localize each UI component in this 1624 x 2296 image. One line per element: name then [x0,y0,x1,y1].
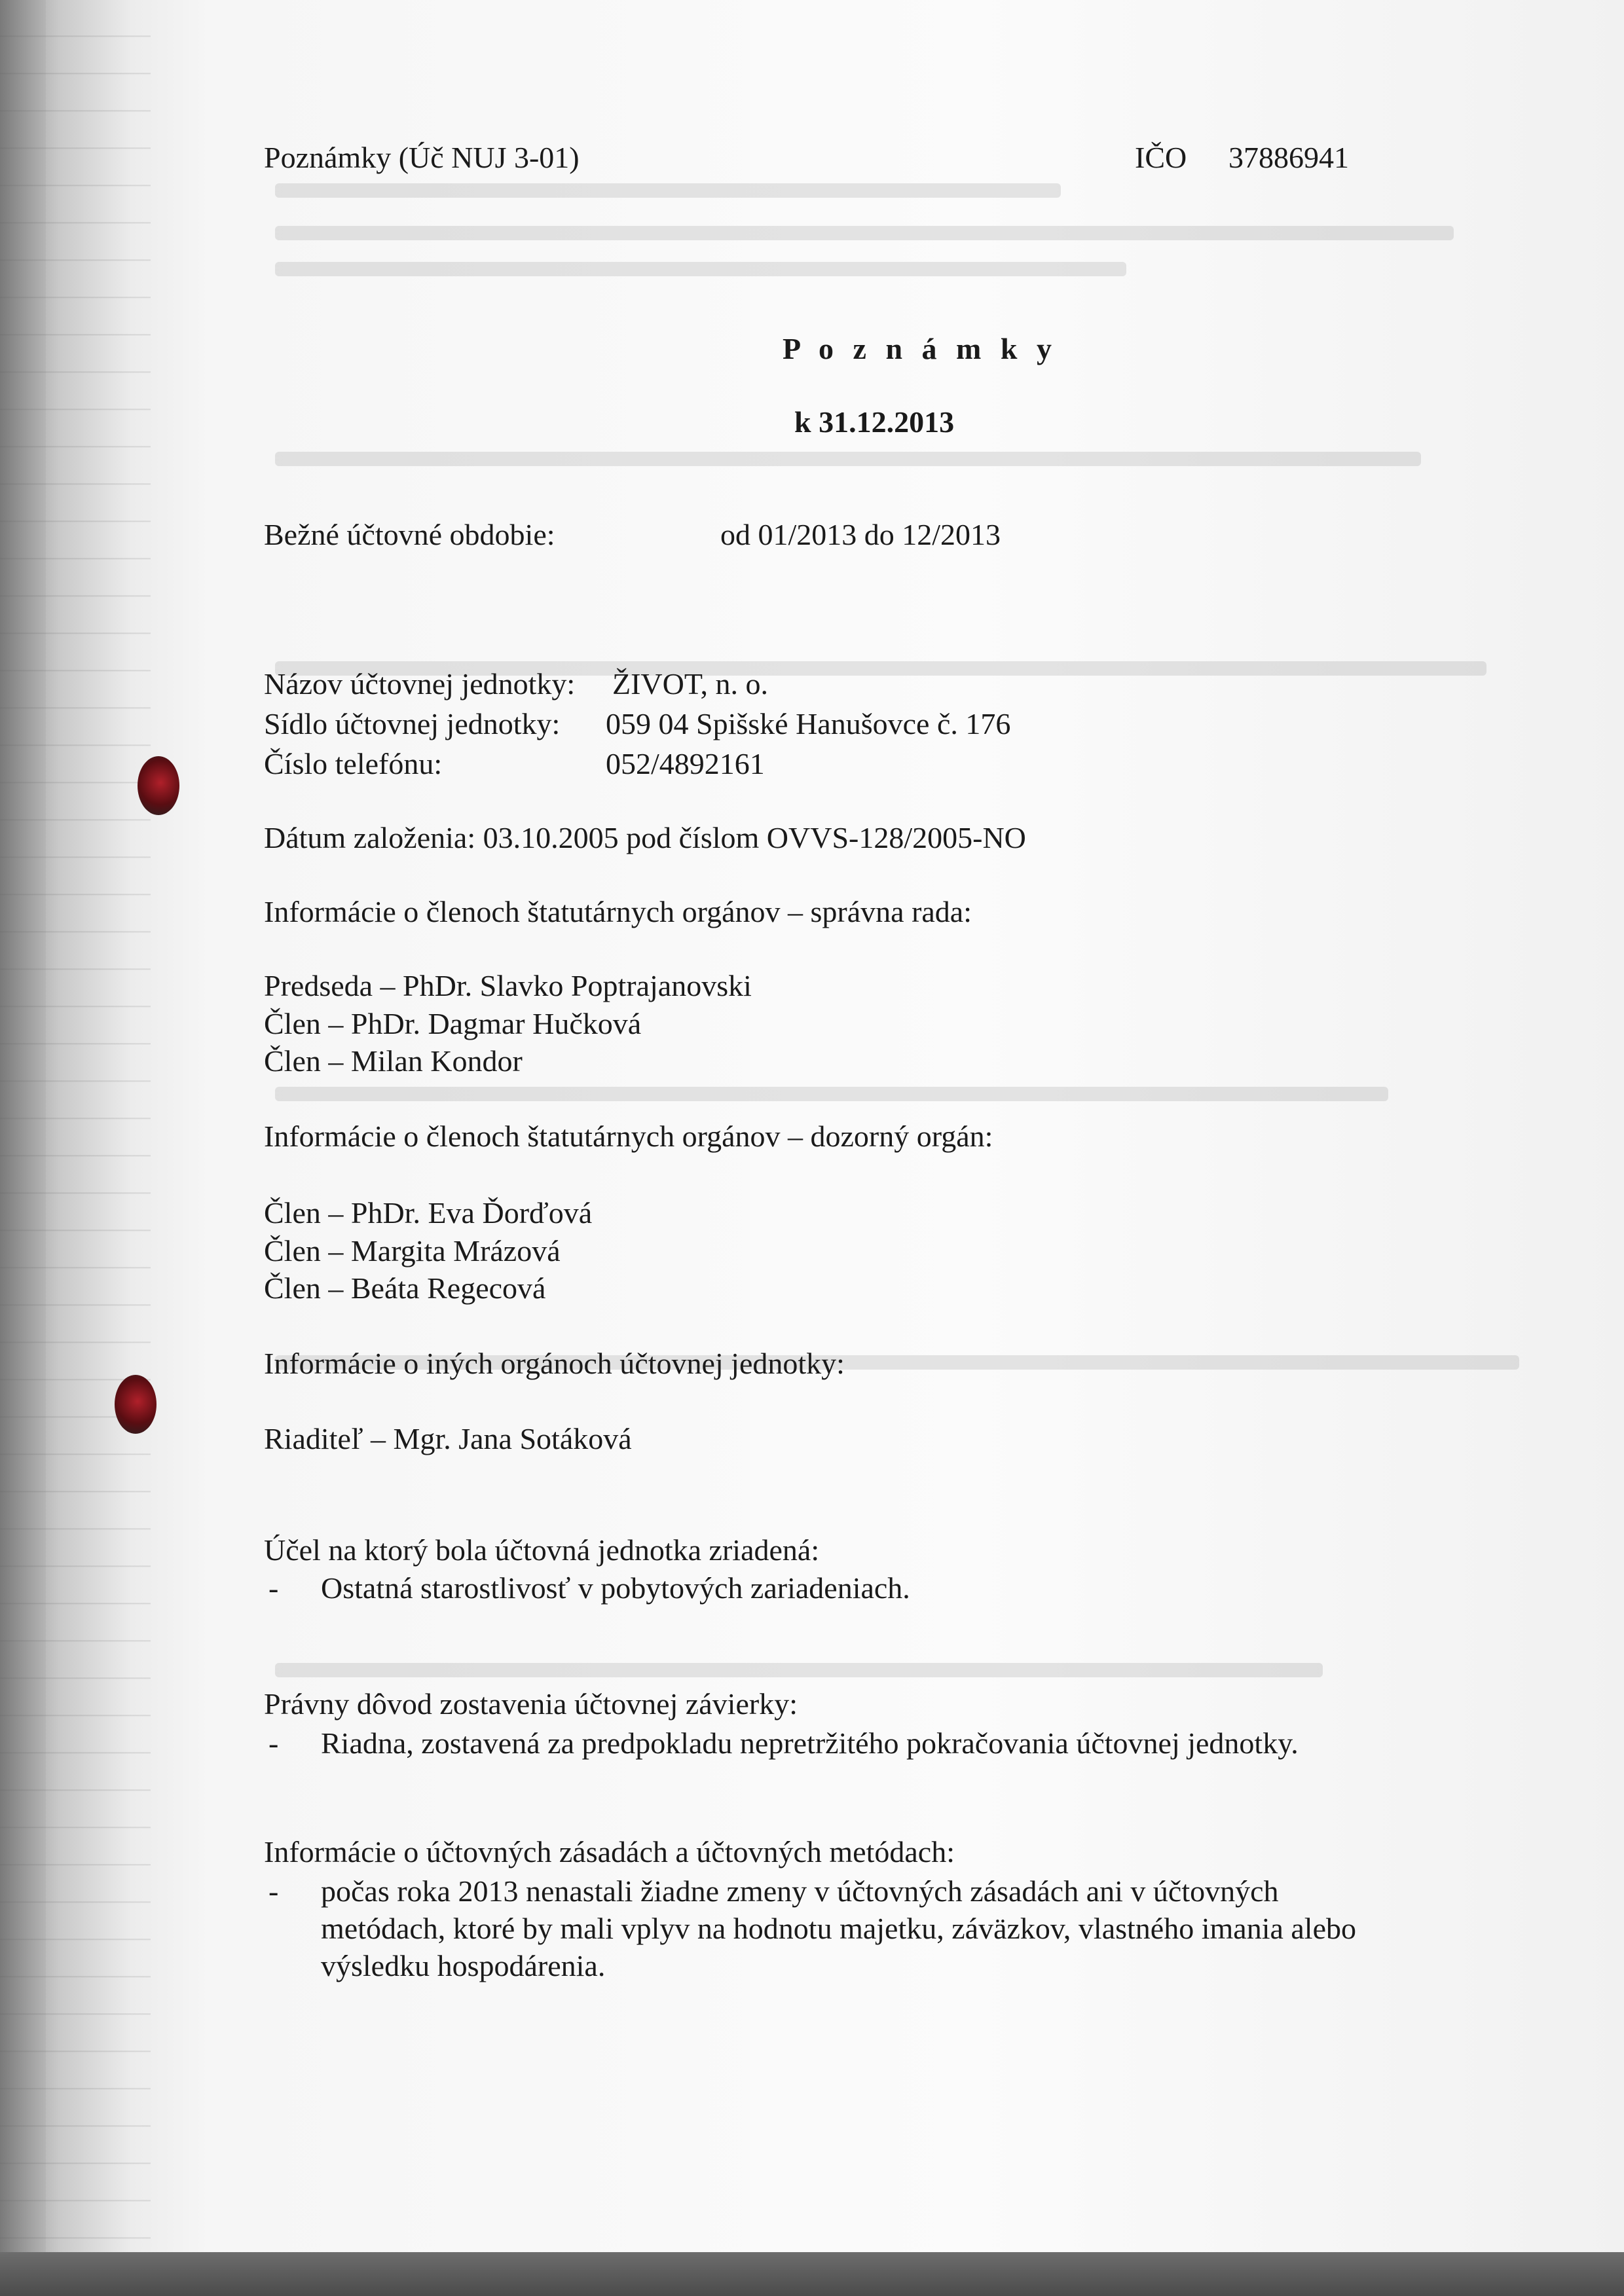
legal-reason-heading: Právny dôvod zostavenia účtovnej závierky: [264,1687,798,1721]
bullet-dash: - [268,1874,279,1908]
ico-label: IČO [1135,141,1187,174]
entity-phone-label: Číslo telefónu: [264,747,443,780]
document-date: k 31.12.2013 [794,405,955,439]
ico-value: 37886941 [1228,141,1349,174]
legal-reason-item: Riadna, zostavená za predpokladu nepretržitého pokračovania účtovnej jednotky. [321,1726,1299,1760]
entity-phone-value: 052/4892161 [606,747,765,780]
purpose-heading: Účel na ktorý bola účtovná jednotka zriadená: [264,1533,820,1567]
accounting-line: výsledku hospodárenia. [321,1949,606,1982]
entity-name-value: ŽIVOT, n. o. [612,667,769,701]
accounting-line: počas roka 2013 nenastali žiadne zmeny v účtovných zásadách ani v účtovných [321,1874,1279,1908]
board-heading: Informácie o členoch štatutárnych orgánov – správna rada: [264,895,972,928]
board-member: Predseda – PhDr. Slavko Poptrajanovski [264,969,752,1002]
other-bodies-heading: Informácie o iných orgánoch účtovnej jednotky: [264,1347,845,1380]
board-member: Člen – Milan Kondor [264,1044,523,1078]
document-title: P o z n á m k y [783,332,1058,365]
board-member: Člen – PhDr. Dagmar Hučková [264,1007,642,1040]
accounting-line: metódach, ktoré by mali vplyv na hodnotu majetku, záväzkov, vlastného imania alebo [321,1912,1357,1945]
bullet-dash: - [268,1571,279,1605]
period-value: od 01/2013 do 12/2013 [720,518,1001,551]
supervisory-member: Člen – Margita Mrázová [264,1234,561,1267]
period-label: Bežné účtovné obdobie: [264,518,555,551]
supervisory-member: Člen – Beáta Regecová [264,1271,546,1305]
founding-date: Dátum založenia: 03.10.2005 pod číslom OVVS-128/2005-NO [264,821,1026,854]
bullet-dash: - [268,1726,279,1760]
document-header-left: Poznámky (Úč NUJ 3-01) [264,141,580,174]
entity-seat-value: 059 04 Spišské Hanušovce č. 176 [606,707,1011,740]
supervisory-member: Člen – PhDr. Eva Ďorďová [264,1196,593,1230]
entity-name-label: Názov účtovnej jednotky: [264,667,576,701]
purpose-item: Ostatná starostlivosť v pobytových zariadeniach. [321,1571,910,1605]
entity-seat-label: Sídlo účtovnej jednotky: [264,707,561,740]
supervisory-heading: Informácie o členoch štatutárnych orgánov – dozorný orgán: [264,1120,993,1153]
accounting-heading: Informácie o účtovných zásadách a účtovných metódach: [264,1835,955,1868]
director: Riaditeľ – Mgr. Jana Sotáková [264,1422,632,1455]
scan-bottom-strip [0,2252,1624,2296]
